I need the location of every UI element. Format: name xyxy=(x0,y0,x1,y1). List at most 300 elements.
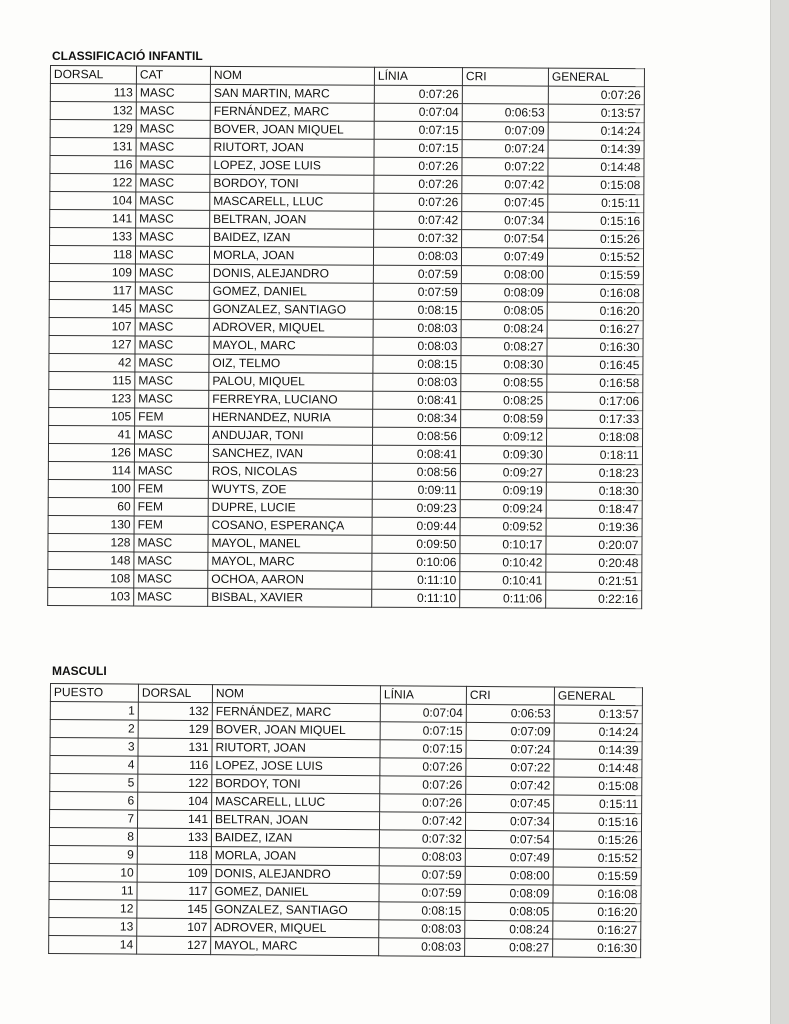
table-cell: 0:15:26 xyxy=(553,831,641,850)
table-cell: 0:07:26 xyxy=(374,157,462,175)
table-cell: 0:15:11 xyxy=(548,194,644,213)
table-row xyxy=(48,533,642,554)
table-cell: 0:07:49 xyxy=(465,848,553,867)
table-cell: MASC xyxy=(135,390,209,408)
table-cell: 0:09:50 xyxy=(372,535,460,553)
table-cell: PALOU, MIQUEL xyxy=(209,372,373,391)
table-cell: BOVER, JOAN MIQUEL xyxy=(212,721,380,740)
table-cell: BAIDEZ, IZAN xyxy=(210,228,374,247)
infantil-results-table xyxy=(47,65,645,609)
table-cell: 0:13:57 xyxy=(548,104,644,123)
table-cell: 116 xyxy=(138,756,212,775)
table-cell: 0:22:16 xyxy=(546,590,642,609)
table-row xyxy=(49,281,643,302)
table-cell: HERNANDEZ, NURIA xyxy=(209,408,373,427)
table-cell: 0:11:10 xyxy=(372,589,460,607)
table-cell: BORDOY, TONI xyxy=(212,775,380,794)
table-cell: 0:07:34 xyxy=(462,212,548,230)
table-cell: 107 xyxy=(137,918,211,937)
table-row xyxy=(48,497,642,518)
table-cell: 129 xyxy=(50,120,136,138)
table-cell: 0:09:12 xyxy=(461,428,547,446)
table-cell: 0:07:26 xyxy=(374,175,462,193)
table-cell: ADROVER, MIQUEL xyxy=(209,318,373,337)
table-row xyxy=(49,389,643,410)
table-cell: 0:15:16 xyxy=(548,212,644,231)
table-cell: 0:08:03 xyxy=(373,247,461,265)
table-cell: 11 xyxy=(49,881,137,900)
table-cell: 0:16:45 xyxy=(547,356,643,375)
table-cell: 12 xyxy=(49,899,137,918)
table-cell: 118 xyxy=(49,246,135,264)
table-cell: 0:07:26 xyxy=(374,85,462,103)
table-cell: 0:08:03 xyxy=(373,373,461,391)
table-cell: 0:18:47 xyxy=(546,500,642,519)
table-cell: 108 xyxy=(48,569,134,587)
table-cell: 0:09:19 xyxy=(460,482,546,500)
table-cell: 141 xyxy=(137,810,211,829)
table-cell: BORDOY, TONI xyxy=(210,174,374,193)
table-cell xyxy=(462,86,548,104)
table-cell: 0:13:57 xyxy=(554,705,642,724)
table-cell: 0:08:59 xyxy=(461,410,547,428)
table-cell: 132 xyxy=(50,102,136,120)
table-cell: 115 xyxy=(49,371,135,389)
table-cell: MASC xyxy=(135,318,209,336)
column-header: DORSAL xyxy=(50,66,136,84)
table-cell: 0:08:09 xyxy=(461,284,547,302)
table-cell: 0:18:30 xyxy=(546,482,642,501)
table-row xyxy=(50,120,644,141)
table-cell: MASC xyxy=(135,354,209,372)
table-row xyxy=(49,335,643,356)
table-cell: 0:07:15 xyxy=(374,121,462,139)
table-cell: 0:07:24 xyxy=(462,140,548,158)
table-cell: 0:07:49 xyxy=(461,248,547,266)
table-cell: 117 xyxy=(49,281,135,299)
table-cell: 8 xyxy=(49,827,137,846)
table-cell: FERNÁNDEZ, MARC xyxy=(212,703,380,722)
table-row xyxy=(50,84,644,105)
table-cell: 104 xyxy=(138,792,212,811)
table-cell: BELTRAN, JOAN xyxy=(210,210,374,229)
table-cell: 148 xyxy=(48,551,134,569)
table-cell: 0:07:26 xyxy=(380,776,466,795)
table-cell: 0:09:27 xyxy=(460,464,546,482)
table-cell: LOPEZ, JOSE LUIS xyxy=(212,757,380,776)
table-cell: BISBAL, XAVIER xyxy=(208,588,372,607)
table-cell: DONIS, ALEJANDRO xyxy=(211,865,379,884)
table-cell: 0:10:41 xyxy=(460,572,546,590)
table-cell: 0:08:25 xyxy=(461,392,547,410)
table-cell: 0:08:03 xyxy=(379,920,465,939)
table-cell: 0:08:55 xyxy=(461,374,547,392)
table-row xyxy=(48,587,642,608)
table-row xyxy=(49,299,643,320)
table-cell: 0:07:26 xyxy=(380,758,466,777)
table-cell: 0:18:11 xyxy=(546,446,642,465)
table-cell: 109 xyxy=(49,263,135,281)
table-cell: MASC xyxy=(135,372,209,390)
table-cell: MASC xyxy=(135,246,209,264)
table-cell: 0:07:32 xyxy=(379,830,465,849)
table-cell: MASC xyxy=(136,228,210,246)
table-cell: 14 xyxy=(49,935,137,954)
table-cell: 122 xyxy=(50,174,136,192)
table-cell: 133 xyxy=(50,228,136,246)
table-cell: 0:15:11 xyxy=(554,795,642,814)
table-cell: 0:20:48 xyxy=(546,554,642,573)
table-cell: MASC xyxy=(135,282,209,300)
table-cell: 127 xyxy=(137,936,211,955)
table-cell: 0:07:59 xyxy=(379,866,465,885)
column-header: CAT xyxy=(136,66,210,84)
table-cell: 0:14:39 xyxy=(548,140,644,159)
table-cell: 0:15:52 xyxy=(553,849,641,868)
table-cell: 114 xyxy=(48,461,134,479)
table-cell: 145 xyxy=(49,299,135,317)
table-cell: 0:06:53 xyxy=(462,104,548,122)
table-cell: MASCARELL, LLUC xyxy=(212,793,380,812)
table-cell: 0:15:52 xyxy=(547,248,643,267)
table-row xyxy=(48,479,642,500)
table-cell: 0:07:26 xyxy=(374,193,462,211)
table-cell: RIUTORT, JOAN xyxy=(212,739,380,758)
table-cell: 0:07:04 xyxy=(380,704,466,723)
table-cell: SAN MARTIN, MARC xyxy=(210,84,374,103)
table-row xyxy=(50,228,644,249)
table-cell: 0:08:27 xyxy=(465,938,553,957)
table-cell: 126 xyxy=(48,443,134,461)
column-header: GENERAL xyxy=(554,687,642,706)
table-cell: 0:09:52 xyxy=(460,518,546,536)
table-cell: 0:08:03 xyxy=(379,938,465,957)
table-cell: GONZALEZ, SANTIAGO xyxy=(209,300,373,319)
table-row xyxy=(48,443,642,464)
table-cell: 0:08:09 xyxy=(465,884,553,903)
column-header: LÍNIA xyxy=(374,67,462,85)
table-cell: 0:09:11 xyxy=(372,481,460,499)
table-row xyxy=(49,246,643,267)
table-cell: 0:07:34 xyxy=(465,812,553,831)
table-cell: MASC xyxy=(135,264,209,282)
table-cell: 0:09:24 xyxy=(460,500,546,518)
table-cell: 0:07:45 xyxy=(466,794,554,813)
table-cell: MAYOL, MANEL xyxy=(208,534,372,553)
column-header: GENERAL xyxy=(548,68,644,87)
table-cell: BOVER, JOAN MIQUEL xyxy=(210,120,374,139)
table-cell: MASC xyxy=(136,210,210,228)
table-cell: 0:06:53 xyxy=(466,704,554,723)
table-cell: 9 xyxy=(49,845,137,864)
table-cell: MASC xyxy=(134,570,208,588)
table-cell: MASC xyxy=(134,462,208,480)
table-cell: 0:08:03 xyxy=(373,337,461,355)
table-cell: 131 xyxy=(138,738,212,757)
table-row xyxy=(48,551,642,572)
table-cell: 0:15:59 xyxy=(547,266,643,285)
table-cell: 130 xyxy=(48,515,134,533)
table-cell: 5 xyxy=(50,774,138,793)
table-cell: 0:16:58 xyxy=(547,374,643,393)
table-cell: 127 xyxy=(49,335,135,353)
table-cell: 0:20:07 xyxy=(546,536,642,555)
table-cell: DUPRE, LUCIE xyxy=(208,498,372,517)
table-cell: 4 xyxy=(50,756,138,775)
table-cell: 0:16:20 xyxy=(553,903,641,922)
table-cell: 0:14:48 xyxy=(548,158,644,177)
table-cell: 0:16:08 xyxy=(547,284,643,303)
table-cell: 0:16:27 xyxy=(547,320,643,339)
table-cell: MASCARELL, LLUC xyxy=(210,192,374,211)
table-cell: 0:07:09 xyxy=(466,722,554,741)
table-cell: 0:08:15 xyxy=(373,355,461,373)
table-cell: 0:15:59 xyxy=(553,867,641,886)
table-cell: 0:07:42 xyxy=(374,211,462,229)
table-cell: 0:07:24 xyxy=(466,740,554,759)
table-cell: 2 xyxy=(50,720,138,739)
table-cell: 105 xyxy=(49,407,135,425)
table-cell: 0:07:59 xyxy=(379,884,465,903)
table-cell: 123 xyxy=(49,389,135,407)
table-cell: MAYOL, MARC xyxy=(211,937,379,956)
table-cell: 0:08:03 xyxy=(379,848,465,867)
table-cell: 0:07:22 xyxy=(466,758,554,777)
table-cell: 0:14:24 xyxy=(554,723,642,742)
table-cell: 0:07:15 xyxy=(380,722,466,741)
table-cell: 0:07:42 xyxy=(379,812,465,831)
table-cell: 107 xyxy=(49,317,135,335)
table-cell: 0:07:54 xyxy=(462,230,548,248)
table-cell: 0:16:20 xyxy=(547,302,643,321)
table-cell: 0:11:06 xyxy=(460,590,546,608)
table-row xyxy=(49,425,643,446)
table-cell: 0:07:32 xyxy=(374,229,462,247)
table-cell: MASC xyxy=(135,426,209,444)
table-cell: 0:15:26 xyxy=(548,230,644,249)
table-cell: FEM xyxy=(134,516,208,534)
table-cell: 10 xyxy=(49,863,137,882)
table-cell: 7 xyxy=(49,810,137,829)
table-cell: 0:07:22 xyxy=(462,158,548,176)
table-cell: 0:14:39 xyxy=(554,741,642,760)
column-header: PUESTO xyxy=(50,684,138,703)
table-cell: 0:08:15 xyxy=(379,902,465,921)
table-cell: 116 xyxy=(50,156,136,174)
table-cell: 0:08:05 xyxy=(461,302,547,320)
table-cell: RIUTORT, JOAN xyxy=(210,138,374,157)
table-cell: ANDUJAR, TONI xyxy=(209,426,373,445)
table-cell: 0:16:08 xyxy=(553,885,641,904)
table-cell: 0:17:33 xyxy=(547,410,643,429)
column-header: CRI xyxy=(466,686,554,705)
table-cell: 122 xyxy=(138,774,212,793)
table-cell: 0:15:08 xyxy=(554,777,642,796)
table-cell: 0:08:30 xyxy=(461,356,547,374)
table-cell: LOPEZ, JOSE LUIS xyxy=(210,156,374,175)
table-cell: 0:08:41 xyxy=(372,445,460,463)
table-cell: COSANO, ESPERANÇA xyxy=(208,516,372,535)
table-cell: 0:11:10 xyxy=(372,571,460,589)
table-cell: MORLA, JOAN xyxy=(211,847,379,866)
table-cell: GOMEZ, DANIEL xyxy=(211,883,379,902)
table-cell: 0:21:51 xyxy=(546,572,642,591)
table-cell: 0:08:03 xyxy=(373,319,461,337)
table-cell: 0:17:06 xyxy=(547,392,643,411)
table-cell: GONZALEZ, SANTIAGO xyxy=(211,901,379,920)
table-cell: 0:10:06 xyxy=(372,553,460,571)
table-cell: FEM xyxy=(135,408,209,426)
table-row xyxy=(50,102,644,123)
table-cell: 0:08:00 xyxy=(465,866,553,885)
table-cell: 0:16:30 xyxy=(547,338,643,357)
table-cell: 0:14:24 xyxy=(548,122,644,141)
table-row xyxy=(48,515,642,536)
table-cell: 141 xyxy=(50,210,136,228)
table-cell: FERREYRA, LUCIANO xyxy=(209,390,373,409)
table-cell: 0:09:30 xyxy=(460,446,546,464)
table-cell: 3 xyxy=(50,738,138,757)
table-cell: 0:18:08 xyxy=(547,428,643,447)
table-cell: WUYTS, ZOE xyxy=(208,480,372,499)
table-cell: 0:15:08 xyxy=(548,176,644,195)
table-cell: 0:07:15 xyxy=(374,139,462,157)
table-row xyxy=(49,317,643,338)
table-cell: DONIS, ALEJANDRO xyxy=(209,264,373,283)
table-cell: ROS, NICOLAS xyxy=(208,462,372,481)
table-cell: MASC xyxy=(136,192,210,210)
table-cell: 1 xyxy=(50,702,138,721)
table-cell: 129 xyxy=(138,720,212,739)
table-cell: 133 xyxy=(137,828,211,847)
table-cell: 42 xyxy=(49,353,135,371)
table-cell: 0:08:24 xyxy=(465,920,553,939)
table-cell: 0:07:59 xyxy=(373,283,461,301)
table-cell: OCHOA, AARON xyxy=(208,570,372,589)
table-cell: 0:07:59 xyxy=(373,265,461,283)
table-cell: FEM xyxy=(134,498,208,516)
table-cell: MASC xyxy=(136,156,210,174)
table-cell: MASC xyxy=(135,336,209,354)
infantil-table-body xyxy=(48,66,645,609)
infantil-title: CLASSIFICACIÓ INFANTIL xyxy=(52,49,203,63)
table-row xyxy=(50,156,644,177)
table-cell: MASC xyxy=(134,534,208,552)
table-cell: 0:18:23 xyxy=(546,464,642,483)
table-cell: 0:08:15 xyxy=(373,301,461,319)
table-cell: 0:08:00 xyxy=(461,266,547,284)
column-header: CRI xyxy=(462,68,548,86)
table-cell: MASC xyxy=(136,120,210,138)
table-cell: 0:08:56 xyxy=(373,427,461,445)
table-cell: 0:07:26 xyxy=(380,794,466,813)
table-row xyxy=(48,461,642,482)
table-row xyxy=(49,353,643,374)
table-cell: 0:07:04 xyxy=(374,103,462,121)
table-cell: MORLA, JOAN xyxy=(209,246,373,265)
table-cell: 0:14:48 xyxy=(554,759,642,778)
table-cell: 0:07:26 xyxy=(548,86,644,105)
table-cell: 0:07:42 xyxy=(462,176,548,194)
column-header: NOM xyxy=(210,66,374,85)
table-row xyxy=(50,138,644,159)
table-cell: SANCHEZ, IVAN xyxy=(208,444,372,463)
table-cell: 0:09:44 xyxy=(372,517,460,535)
masculi-table-body xyxy=(49,684,643,958)
table-cell: 132 xyxy=(138,702,212,721)
table-cell: 0:08:41 xyxy=(373,391,461,409)
table-cell: 0:07:54 xyxy=(465,830,553,849)
table-cell: MASC xyxy=(134,444,208,462)
table-cell: 0:07:45 xyxy=(462,194,548,212)
table-cell: 128 xyxy=(48,533,134,551)
table-cell: MASC xyxy=(134,552,208,570)
table-cell: OIZ, TELMO xyxy=(209,354,373,373)
column-header: LÍNIA xyxy=(380,686,466,705)
table-cell: ADROVER, MIQUEL xyxy=(211,919,379,938)
header-row xyxy=(50,66,644,87)
table-cell: 0:08:56 xyxy=(372,463,460,481)
table-cell: 0:07:09 xyxy=(462,122,548,140)
table-cell: MASC xyxy=(136,84,210,102)
table-row xyxy=(50,192,644,213)
table-cell: MASC xyxy=(134,588,208,606)
masculi-title: MASCULI xyxy=(52,664,107,678)
table-cell: 145 xyxy=(137,900,211,919)
table-cell: 0:08:24 xyxy=(461,320,547,338)
table-cell: 13 xyxy=(49,917,137,936)
table-cell: 0:07:15 xyxy=(380,740,466,759)
table-cell: 103 xyxy=(48,587,134,605)
table-cell: 60 xyxy=(48,497,134,515)
table-cell: 104 xyxy=(50,192,136,210)
table-cell: 118 xyxy=(137,846,211,865)
table-cell: FERNÁNDEZ, MARC xyxy=(210,102,374,121)
column-header: NOM xyxy=(212,685,380,704)
table-cell: MASC xyxy=(136,102,210,120)
table-cell: MASC xyxy=(136,138,210,156)
table-cell: MASC xyxy=(135,300,209,318)
table-cell: 0:16:27 xyxy=(553,921,641,940)
masculi-results-table xyxy=(48,683,643,958)
table-row xyxy=(49,407,643,428)
table-cell: 0:16:30 xyxy=(553,939,641,958)
table-cell: 0:10:42 xyxy=(460,554,546,572)
table-cell: 0:07:42 xyxy=(466,776,554,795)
table-cell: 0:08:34 xyxy=(373,409,461,427)
table-cell: 131 xyxy=(50,138,136,156)
table-cell: 109 xyxy=(137,864,211,883)
table-cell: 0:10:17 xyxy=(460,536,546,554)
table-cell: GOMEZ, DANIEL xyxy=(209,282,373,301)
table-row xyxy=(49,263,643,284)
table-cell: 100 xyxy=(48,479,134,497)
column-header: DORSAL xyxy=(138,684,212,703)
table-cell: MAYOL, MARC xyxy=(209,336,373,355)
table-cell: MASC xyxy=(136,174,210,192)
table-cell: 0:19:36 xyxy=(546,518,642,537)
table-row xyxy=(50,174,644,195)
table-row xyxy=(48,569,642,590)
table-row xyxy=(50,210,644,231)
table-cell: 6 xyxy=(50,792,138,811)
table-cell: 0:08:27 xyxy=(461,338,547,356)
table-cell: 0:15:16 xyxy=(553,813,641,832)
table-cell: FEM xyxy=(134,480,208,498)
table-row xyxy=(49,371,643,392)
table-cell: 113 xyxy=(50,84,136,102)
table-row xyxy=(49,935,641,957)
